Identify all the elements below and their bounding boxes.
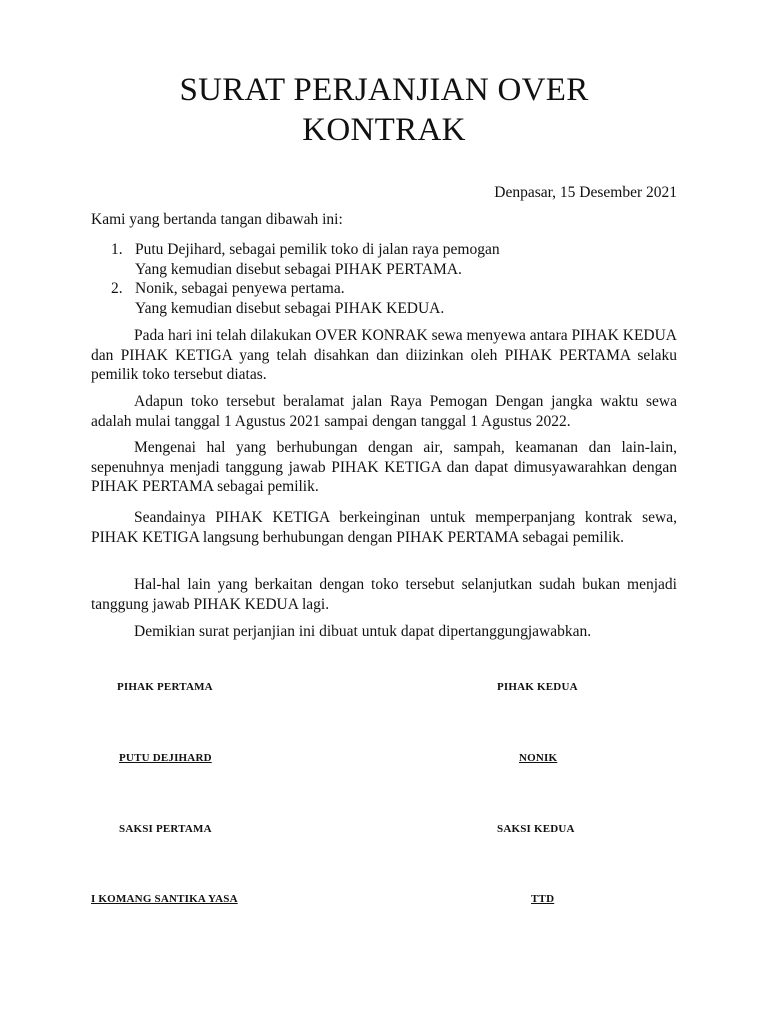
paragraph-address-period: Adapun toko tersebut beralamat jalan Raya Pemogan Dengan jangka waktu sewa adalah mulai tanggal 1 Agustus 2021 sampai dengan tanggal 1 Agustus 2022. [91,393,677,430]
paragraph-closing: Demikian surat perjanjian ini dibuat untuk dapat dipertanggungjawabkan. [134,623,592,640]
list-item-party-1 [91,240,677,279]
party-2-description: Nonik, sebagai penyewa pertama. [135,280,345,298]
intro-text: Kami yang bertanda tangan dibawah ini: [91,211,343,228]
list-number: 1. [111,241,123,258]
paragraph-extension: Seandainya PIHAK KETIGA berkeinginan untuk memperpanjang kontrak sewa, PIHAK KETIGA langsung berhubungan dengan PIHAK PERTAMA sebagai pemilik. [91,509,677,546]
party-1-signatory-name: PUTU DEJIHARD [119,752,212,764]
party-list [91,240,677,318]
witness-1-name: I KOMANG SANTIKA YASA [91,893,238,905]
party-2-label: PIHAK KEDUA [497,681,578,693]
witness-2-signature: TTD [531,893,555,905]
party-1-designation: Yang kemudian disebut sebagai PIHAK PERTAMA. [135,260,462,278]
witness-2-label: SAKSI KEDUA [497,823,575,835]
party-1-description: Putu Dejihard, sebagai pemilik toko di jalan raya pemogan [135,241,500,258]
party-2-designation: Yang kemudian disebut sebagai PIHAK KEDUA. [135,299,445,317]
paragraph-other-matters: Hal-hal lain yang berkaitan dengan toko tersebut selanjutkan sudah bukan menjadi tanggung jawab PIHAK KEDUA lagi. [91,576,677,613]
party-1-label: PIHAK PERTAMA [117,681,213,693]
list-item-party-2 [91,279,677,318]
party-2-signatory-name: NONIK [519,752,558,764]
witness-1-label: SAKSI PERTAMA [119,823,212,835]
document-title-line-1: SURAT PERJANJIAN OVER [179,72,589,108]
paragraph-over-contract: Pada hari ini telah dilakukan OVER KONRAK sewa menyewa antara PIHAK KEDUA dan PIHAK KETIGA yang telah disahkan dan diizinkan oleh PIHAK PERTAMA selaku pemilik toko tersebut diatas. [91,327,677,384]
document-title-line-2: KONTRAK [302,112,466,148]
place-and-date: Denpasar, 15 Desember 2021 [494,184,677,201]
list-number: 2. [111,280,123,298]
paragraph-responsibilities: Mengenai hal yang berhubungan dengan air, sampah, keamanan dan lain-lain, sepenuhnya menjadi tanggung jawab PIHAK KETIGA dan dapat dimusyawarahkan dengan PIHAK PERTAMA sebagai pemilik. [91,439,677,496]
